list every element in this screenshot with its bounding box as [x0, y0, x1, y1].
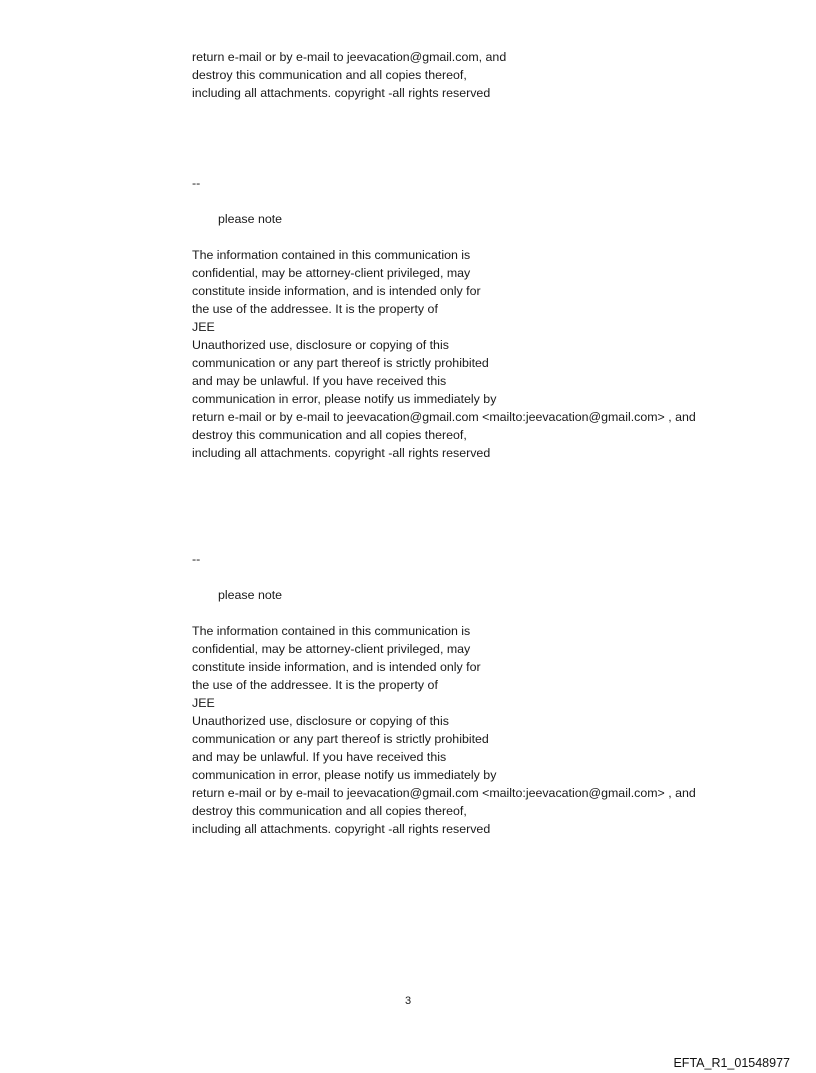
text-line: and may be unlawful. If you have received this [192, 750, 447, 764]
text-line: The information contained in this communication is [192, 248, 471, 262]
text-line: constitute inside information, and is intended only for [192, 284, 481, 298]
text-line: communication or any part thereof is strictly prohibited [192, 732, 489, 746]
top-fragment [192, 48, 772, 102]
separator: -- [192, 552, 201, 566]
text-line: communication or any part thereof is strictly prohibited [192, 356, 489, 370]
text-line: confidential, may be attorney-client privileged, may [192, 266, 471, 280]
text-line: and may be unlawful. If you have received this [192, 374, 447, 388]
text-line: destroy this communication and all copies thereof, [192, 68, 467, 82]
text-line: destroy this communication and all copies thereof, [192, 428, 467, 442]
text-line: return e-mail or by e-mail to jeevacation@gmail.com <mailto:jeevacation@gmail.com> , and [192, 786, 696, 800]
text-line: return e-mail or by e-mail to jeevacation@gmail.com, and [192, 50, 507, 64]
text-line: including all attachments. copyright -all rights reserved [192, 446, 491, 460]
disclaimer-section-1 [192, 174, 772, 462]
text-line: constitute inside information, and is intended only for [192, 660, 481, 674]
text-line: including all attachments. copyright -all rights reserved [192, 86, 491, 100]
text-line: communication in error, please notify us immediately by [192, 768, 497, 782]
text-line: Unauthorized use, disclosure or copying of this [192, 714, 449, 728]
text-line: return e-mail or by e-mail to jeevacation@gmail.com <mailto:jeevacation@gmail.com> , and [192, 410, 696, 424]
section-heading: please note [218, 588, 283, 602]
page-number: 3 [404, 995, 412, 1007]
document-id: EFTA_R1_01548977 [673, 1056, 790, 1070]
text-line: including all attachments. copyright -all rights reserved [192, 822, 491, 836]
separator: -- [192, 176, 201, 190]
text-line: destroy this communication and all copies thereof, [192, 804, 467, 818]
text-line: confidential, may be attorney-client privileged, may [192, 642, 471, 656]
section-heading: please note [218, 212, 283, 226]
text-line: the use of the addressee. It is the property of [192, 302, 438, 316]
text-line: The information contained in this communication is [192, 624, 471, 638]
disclaimer-section-2 [192, 550, 772, 838]
text-line: JEE [192, 320, 215, 334]
text-line: the use of the addressee. It is the property of [192, 678, 438, 692]
text-line: JEE [192, 696, 215, 710]
text-line: communication in error, please notify us immediately by [192, 392, 497, 406]
text-line: Unauthorized use, disclosure or copying of this [192, 338, 449, 352]
